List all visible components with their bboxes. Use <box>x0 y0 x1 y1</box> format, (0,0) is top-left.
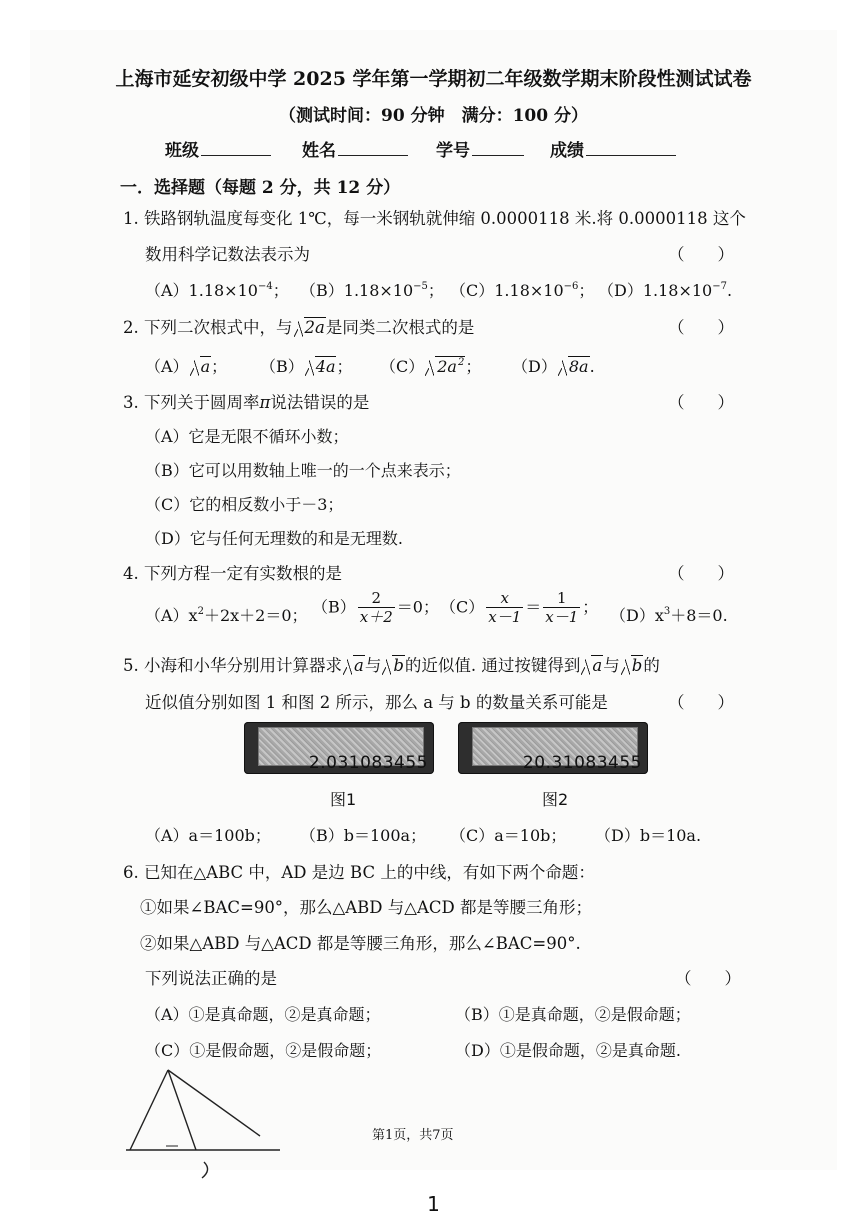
q2-option-a: （A） a； <box>145 357 228 376</box>
q1-stem-line2: 数用科学记数法表示为 <box>145 245 310 264</box>
class-field <box>165 136 271 161</box>
calculator-screen-1 <box>244 722 434 774</box>
q2-option-b: （B） 4a； <box>260 357 353 376</box>
q6-answer-paren: （ ） <box>675 969 741 988</box>
id-blank <box>472 139 524 156</box>
figure-2-caption: 图2 <box>542 790 569 809</box>
q6-option-b: （B）①是真命题，②是假命题； <box>455 1005 691 1024</box>
q1-option-d: $(D)1.18\times 10^{-7}$. <box>598 281 733 300</box>
q1-answer-paren: （ ） <box>668 245 734 264</box>
exam-subtitle: （测试时间：90 分钟 满分：100 分） <box>279 106 588 126</box>
q6-option-a: （A）①是真命题，②是真命题； <box>145 1005 381 1024</box>
q4-option-a: $(A)x^2+2x+2=0$； <box>145 606 308 625</box>
q6-option-d: （D）①是假命题，②是真命题. <box>455 1041 681 1060</box>
section-heading: 一．选择题（每题 2 分，共 12 分） <box>120 178 401 198</box>
name-blank <box>338 139 408 156</box>
class-label: 班级 <box>165 141 199 161</box>
median-ad <box>168 1070 196 1150</box>
id-label: 学号 <box>436 141 470 161</box>
q3-stem: 3. 下列关于圆周率π说法错误的是 <box>123 393 370 412</box>
q6-proposition-2: ②如果△ABD 与△ACD 都是等腰三角形，那么∠BAC=90°. <box>140 934 581 953</box>
q2-option-c: （C） $2a^2$； <box>380 357 482 376</box>
side-ab <box>130 1070 168 1150</box>
q5-option-b: （B）b＝100a； <box>300 826 427 845</box>
q6-ask: 下列说法正确的是 <box>145 969 277 988</box>
calculator-value-1: 2.031083455 <box>308 753 428 773</box>
page-number: 1 <box>427 1192 440 1216</box>
q6-stem: 6. 已知在△ABC 中，AD 是边 BC 上的中线，有如下两个命题： <box>123 863 595 882</box>
side-ac <box>168 1070 260 1136</box>
class-blank <box>201 139 271 156</box>
score-field <box>550 136 676 161</box>
q2-option-d: （D） 8a. <box>512 357 595 376</box>
q5-stem-line1: 5. 小海和小华分别用计算器求 a与 b的近似值. 通过按键得到 a与 b的 <box>123 656 660 675</box>
q4-stem: 4. 下列方程一定有实数根的是 <box>123 564 342 583</box>
score-label: 成绩 <box>550 141 584 161</box>
figure-1-caption: 图1 <box>330 790 357 809</box>
q2-radical: 2a <box>293 318 326 337</box>
q1-stem-line1: 1. 铁路钢轨温度每变化 1℃，每一米钢轨就伸缩 0.0000118 米.将 0.0000118 这个 <box>123 209 746 228</box>
q6-option-c: （C）①是假命题，②是假命题； <box>145 1041 382 1060</box>
name-label: 姓名 <box>302 141 336 161</box>
q1-option-a: $(A)1.18\times 10^{-4}$； <box>145 281 289 300</box>
q3-answer-paren: （ ） <box>668 393 734 412</box>
page-info: 第1页，共7页 <box>372 1128 454 1143</box>
q3-option-d: （D）它与任何无理数的和是无理数. <box>145 529 403 548</box>
q4-option-b: （B） $\frac{2}{x+2}$ ＝0； <box>312 589 439 626</box>
q1-option-b: $(B)1.18\times 10^{-5}$； <box>300 281 444 300</box>
triangle-figure <box>120 1062 290 1182</box>
q4-option-d: $(D)x^3+8=0$. <box>610 606 728 625</box>
score-blank <box>586 139 676 156</box>
calculator-screen-2 <box>458 722 648 774</box>
q6-proposition-1: ①如果∠BAC=90°，那么△ABD 与△ACD 都是等腰三角形； <box>140 898 592 917</box>
q5-answer-paren: （ ） <box>668 693 734 712</box>
q2-answer-paren: （ ） <box>668 318 734 337</box>
q4-answer-paren: （ ） <box>668 564 734 583</box>
calculator-value-2: 20.31083455 <box>522 753 642 773</box>
q4-option-c: （C） $\frac{x}{x-1}$ ＝ $\frac{1}{x-1}$ ； <box>440 589 599 626</box>
q5-option-d: （D）b＝10a. <box>595 826 702 845</box>
q1-option-c: $(C)1.18\times 10^{-6}$； <box>450 281 595 300</box>
q3-option-a: （A）它是无限不循环小数； <box>145 427 349 446</box>
stray-mark <box>202 1162 208 1178</box>
name-field <box>302 136 408 161</box>
q3-option-c: （C）它的相反数小于－3； <box>145 495 344 514</box>
id-field <box>436 136 524 161</box>
exam-title: 上海市延安初级中学 2025 学年第一学期初二年级数学期末阶段性测试试卷 <box>115 68 752 90</box>
q2-stem: 2. 下列二次根式中，与 2a是同类二次根式的是 <box>123 318 475 337</box>
q5-option-c: （C）a＝10b； <box>450 826 567 845</box>
q5-stem-line2: 近似值分别如图 1 和图 2 所示，那么 a 与 b 的数量关系可能是 <box>145 693 608 712</box>
q5-option-a: （A）a＝100b； <box>145 826 271 845</box>
q3-option-b: （B）它可以用数轴上唯一的一个点来表示； <box>145 461 461 480</box>
